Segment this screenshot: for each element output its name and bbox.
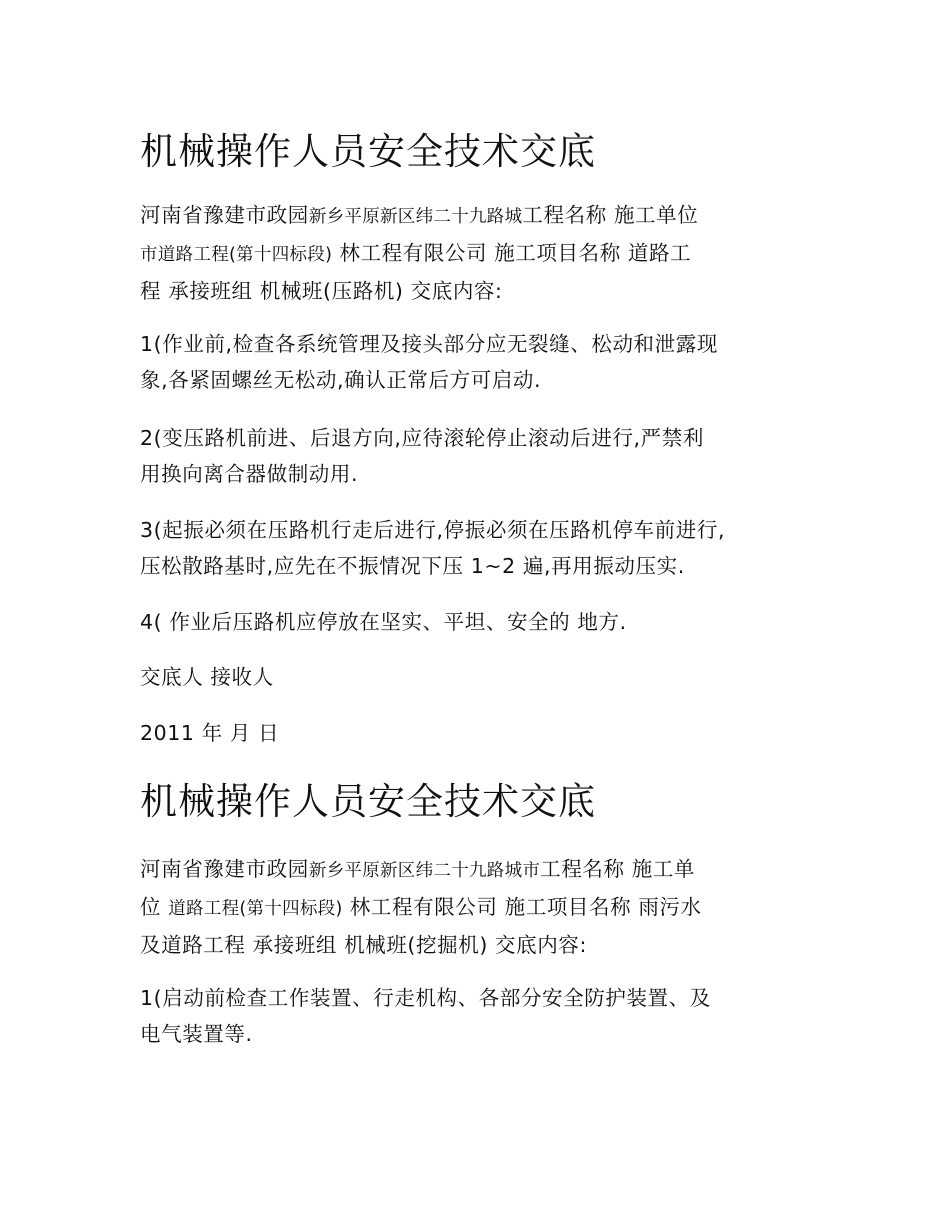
intro-line-1: 河南省豫建市政园新乡平原新区纬二十九路城工程名称 施工单位 — [140, 203, 699, 227]
intro-line-3: 程 承接班组 机械班(压路机) 交底内容: — [140, 279, 503, 303]
intro-line-1: 河南省豫建市政园新乡平原新区纬二十九路城市工程名称 施工单 — [140, 857, 696, 881]
section-1-signers: 交底人 接收人 — [140, 665, 274, 689]
section-1-item-3: 3(起振必须在压路机行走后进行,停振必须在压路机停车前进行, 压松散路基时,应先在不振情况下压 1~2 遍,再用振动压实. — [140, 518, 726, 578]
intro-line-3: 及道路工程 承接班组 机械班(挖掘机) 交底内容: — [140, 933, 587, 957]
section-1-date: 2011 年 月 日 — [140, 721, 280, 745]
section-2-title: 机械操作人员安全技术交底 — [140, 780, 596, 823]
intro-line-2: 位 道路工程(第十四标段) 林工程有限公司 施工项目名称 雨污水 — [140, 895, 702, 919]
section-1-title: 机械操作人员安全技术交底 — [140, 130, 596, 173]
section-1-item-1: 1(作业前,检查各系统管理及接头部分应无裂缝、松动和泄露现 象,各紧固螺丝无松动,确认正常后方可启动. — [140, 332, 718, 392]
section-1-item-2: 2(变压路机前进、后退方向,应待滚轮停止滚动后进行,严禁利 用换向离合器做制动用. — [140, 426, 704, 486]
section-1-item-4: 4( 作业后压路机应停放在坚实、平坦、安全的 地方. — [140, 610, 627, 634]
section-1-intro — [140, 197, 830, 309]
section-2-item-1: 1(启动前检查工作装置、行走机构、各部分安全防护装置、及 电气装置等. — [140, 986, 711, 1046]
section-2-intro — [140, 851, 830, 963]
intro-line-2: 市道路工程(第十四标段) 林工程有限公司 施工项目名称 道路工 — [140, 241, 692, 265]
